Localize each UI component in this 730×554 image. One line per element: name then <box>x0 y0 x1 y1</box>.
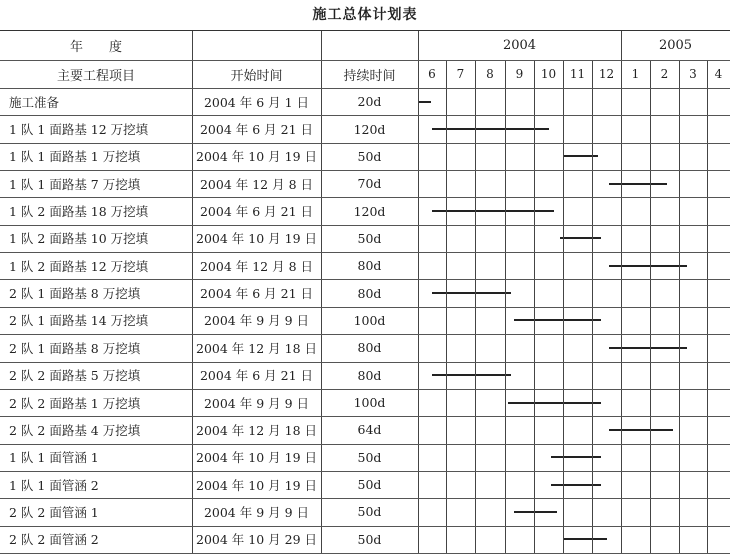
duration-cell: 120d <box>353 203 386 219</box>
project-name-cell: 1 队 1 面路基 7 万挖填 <box>9 176 141 192</box>
project-name-cell: 2 队 2 面路基 1 万挖填 <box>9 395 141 411</box>
month-header: 12 <box>598 67 615 81</box>
start-date-cell: 2004 年 6 月 1 日 <box>203 94 310 110</box>
schedule-bar <box>432 128 549 130</box>
grid-vline <box>192 31 193 553</box>
grid-hline <box>0 170 730 171</box>
column-header-start: 开始时间 <box>230 68 283 84</box>
grid-hline <box>0 389 730 390</box>
project-name-cell: 1 队 1 面路基 12 万挖填 <box>9 122 149 138</box>
schedule-bar <box>514 511 558 513</box>
project-name-cell: 2 队 1 面路基 8 万挖填 <box>9 340 141 356</box>
start-date-cell: 2004 年 10 月 19 日 <box>196 231 317 247</box>
schedule-bar <box>609 429 673 431</box>
project-name-cell: 1 队 2 面路基 18 万挖填 <box>9 204 149 220</box>
grid-hline <box>0 444 730 445</box>
duration-cell: 100d <box>353 312 386 328</box>
month-header: 8 <box>486 67 494 81</box>
schedule-bar <box>560 237 601 239</box>
schedule-bar <box>551 456 600 458</box>
grid-hline <box>0 88 730 89</box>
duration-cell: 50d <box>357 230 382 246</box>
grid-hline <box>0 334 730 335</box>
year-header-label: 年 度 <box>69 40 122 55</box>
month-header: 6 <box>428 67 436 81</box>
duration-cell: 50d <box>357 504 382 520</box>
column-header-duration: 持续时间 <box>343 68 396 84</box>
grid-hline <box>0 143 730 144</box>
month-header: 11 <box>569 67 586 81</box>
schedule-bar <box>609 183 667 185</box>
start-date-cell: 2004 年 10 月 19 日 <box>196 149 317 165</box>
project-name-cell: 2 队 2 面管涵 1 <box>9 504 99 520</box>
month-header: 9 <box>515 67 524 81</box>
project-name-cell: 1 队 2 面路基 12 万挖填 <box>9 258 149 274</box>
start-date-cell: 2004 年 6 月 21 日 <box>199 204 314 220</box>
start-date-cell: 2004 年 10 月 19 日 <box>196 450 317 466</box>
year-2004-header: 2004 <box>502 38 537 53</box>
grid-hline <box>0 115 730 116</box>
grid-vline <box>321 31 322 553</box>
schedule-bar <box>508 402 601 404</box>
start-date-cell: 2004 年 9 月 9 日 <box>203 504 310 520</box>
grid-hline <box>0 498 730 499</box>
schedule-bar <box>551 484 600 486</box>
project-name-cell: 2 队 1 面路基 14 万挖填 <box>9 313 149 329</box>
schedule-bar <box>432 210 554 212</box>
grid-hline <box>0 307 730 308</box>
duration-cell: 20d <box>357 94 382 110</box>
column-header-project: 主要工程项目 <box>56 68 135 84</box>
start-date-cell: 2004 年 12 月 18 日 <box>196 422 317 438</box>
start-date-cell: 2004 年 9 月 9 日 <box>203 313 310 329</box>
duration-cell: 64d <box>357 422 382 438</box>
year-2005-header: 2005 <box>658 38 693 53</box>
duration-cell: 100d <box>353 395 386 411</box>
start-date-cell: 2004 年 12 月 8 日 <box>199 258 314 274</box>
project-name-cell: 1 队 1 面路基 1 万挖填 <box>9 149 141 165</box>
schedule-bar <box>563 538 607 540</box>
grid-hline <box>0 197 730 198</box>
project-name-cell: 2 队 2 面管涵 2 <box>9 532 99 548</box>
start-date-cell: 2004 年 6 月 21 日 <box>199 122 314 138</box>
duration-cell: 120d <box>353 121 386 137</box>
grid-hline <box>0 225 730 226</box>
project-name-cell: 施工准备 <box>9 94 60 110</box>
duration-cell: 70d <box>357 176 382 192</box>
project-name-cell: 2 队 2 面路基 5 万挖填 <box>9 368 141 384</box>
schedule-bar <box>432 374 511 376</box>
grid-vline <box>418 31 419 553</box>
schedule-bar <box>432 292 511 294</box>
schedule-bar <box>514 319 601 321</box>
duration-cell: 50d <box>357 148 382 164</box>
start-date-cell: 2004 年 6 月 21 日 <box>199 368 314 384</box>
month-header: 1 <box>631 67 640 81</box>
grid-hline <box>0 60 730 61</box>
start-date-cell: 2004 年 10 月 19 日 <box>196 477 317 493</box>
start-date-cell: 2004 年 9 月 9 日 <box>203 395 310 411</box>
grid-hline <box>0 362 730 363</box>
month-header: 2 <box>660 67 669 81</box>
project-name-cell: 2 队 1 面路基 8 万挖填 <box>9 286 141 302</box>
duration-cell: 80d <box>357 340 382 356</box>
project-name-cell: 2 队 2 面路基 4 万挖填 <box>9 422 141 438</box>
start-date-cell: 2004 年 6 月 21 日 <box>199 286 314 302</box>
project-name-cell: 1 队 2 面路基 10 万挖填 <box>9 231 149 247</box>
grid-vline <box>621 31 622 553</box>
duration-cell: 50d <box>357 449 382 465</box>
schedule-table <box>0 30 730 552</box>
month-header: 4 <box>714 67 723 81</box>
duration-cell: 80d <box>357 367 382 383</box>
grid-hline <box>0 471 730 472</box>
start-date-cell: 2004 年 12 月 18 日 <box>196 340 317 356</box>
schedule-bar <box>418 101 431 103</box>
project-name-cell: 1 队 1 面管涵 1 <box>9 450 99 466</box>
duration-cell: 80d <box>357 258 382 274</box>
page-title: 施工总体计划表 <box>312 7 418 23</box>
duration-cell: 80d <box>357 285 382 301</box>
month-header: 10 <box>540 67 557 81</box>
grid-hline <box>0 252 730 253</box>
month-header: 7 <box>456 67 465 81</box>
month-header: 3 <box>689 67 697 81</box>
project-name-cell: 1 队 1 面管涵 2 <box>9 477 99 493</box>
duration-cell: 50d <box>357 477 382 493</box>
grid-hline <box>0 279 730 280</box>
start-date-cell: 2004 年 10 月 29 日 <box>196 532 317 548</box>
grid-hline <box>0 526 730 527</box>
duration-cell: 50d <box>357 531 382 547</box>
start-date-cell: 2004 年 12 月 8 日 <box>199 176 314 192</box>
grid-hline <box>0 416 730 417</box>
